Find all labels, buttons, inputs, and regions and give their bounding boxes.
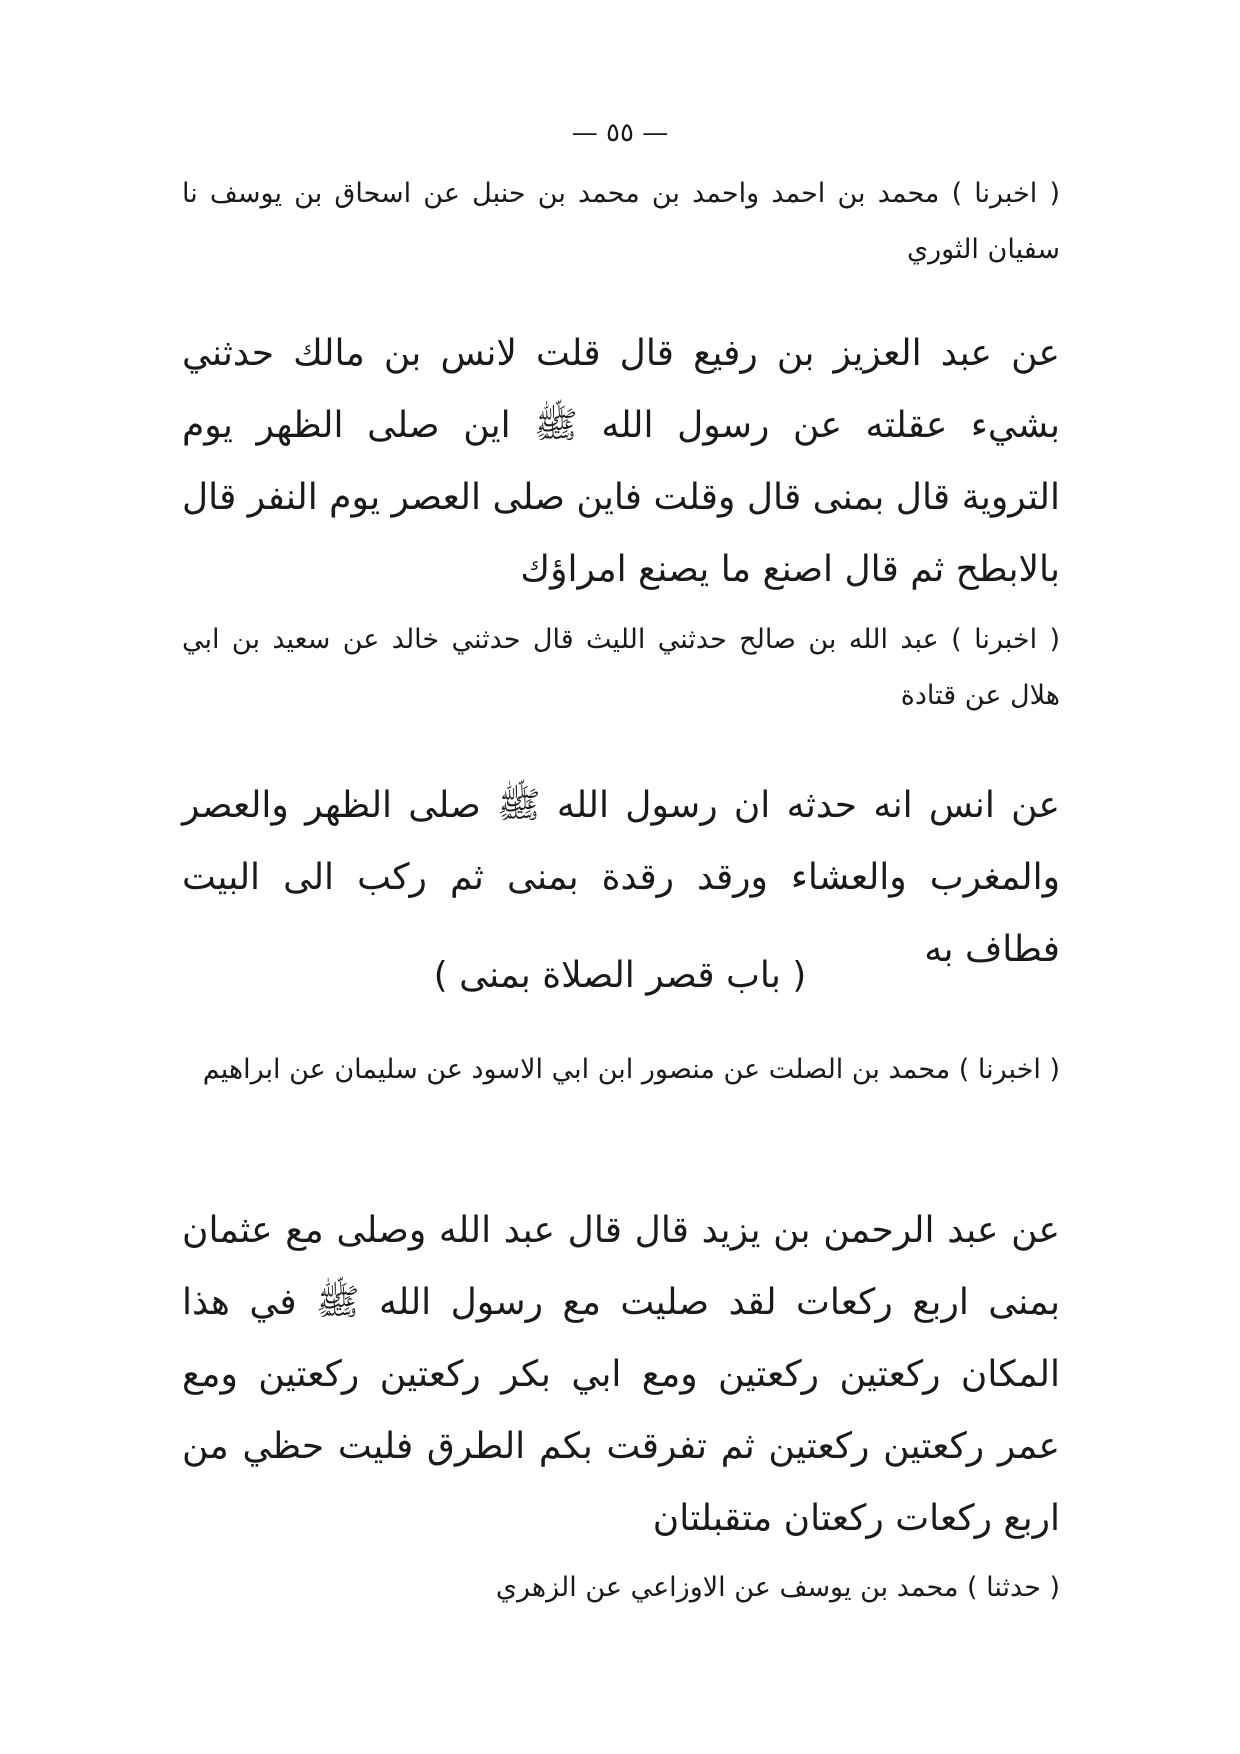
isnad-paragraph-1: ( اخبرنا ) محمد بن احمد واحمد بن محمد بن حنبل عن اسحاق بن يوسف نا سفيان الثوري (182, 178, 1060, 265)
isnad-paragraph-4: ( حدثنا ) محمد بن يوسف عن الاوزاعي عن الزهري (495, 1572, 1060, 1603)
isnad-paragraph-3: ( اخبرنا ) محمد بن الصلت عن منصور ابن ابي الاسود عن سليمان عن ابراهيم (202, 1054, 1060, 1085)
hadith-text-1: عن عبد العزيز بن رفيع قال قلت لانس بن مالك حدثني بشيء عقلته عن رسول الله ﷺ اين صلى الظهر يوم التروية قال بمنى قال وقلت فاين صلى العصر يوم النفر قال بالابطح ثم قال اصنع ما يصنع امراؤك (182, 333, 1060, 590)
page-number: — ٥٥ — (571, 118, 669, 148)
isnad-paragraph-2: ( اخبرنا ) عبد الله بن صالح حدثني الليث قال حدثني خالد عن سعيد بن ابي هلال عن قتادة (182, 624, 1060, 711)
chapter-heading: ( باب قصر الصلاة بمنى ) (433, 955, 807, 996)
hadith-text-3: عن عبد الرحمن بن يزيد قال قال عبد الله وصلى مع عثمان بمنى اربع ركعات لقد صليت مع رسول الله ﷺ في هذا المكان ركعتين ركعتين ومع ابي بكر ركعتين ركعتين ومع عمر ركعتين ركعتين ثم تفرقت بكم الطرق فليت حظي من اربع ركعات ركعتان متقبلتان (182, 1210, 1060, 1539)
hadith-text-2: عن انس انه حدثه ان رسول الله ﷺ صلى الظهر والعصر والمغرب والعشاء ورقد رقدة بمنى ثم ركب الى البيت فطاف به (182, 785, 1060, 970)
